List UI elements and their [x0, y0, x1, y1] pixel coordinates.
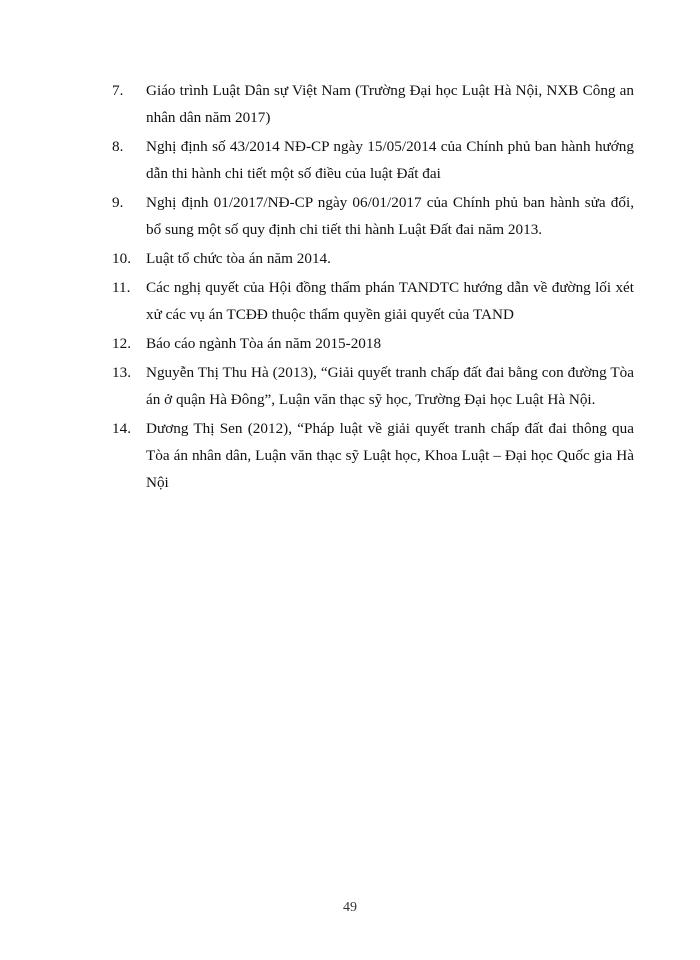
reference-item: [112, 359, 634, 413]
reference-item: [112, 133, 634, 187]
reference-item: [112, 189, 634, 243]
reference-number: 13.: [112, 364, 131, 381]
reference-text: Nghị định 01/2017/NĐ-CP ngày 06/01/2017 của Chính phủ ban hành sửa đổi, bổ sung một số quy định chi tiết thi hành Luật Đất đai năm 2013.: [146, 194, 634, 238]
reference-number: 8.: [112, 138, 124, 155]
reference-text: Luật tổ chức tòa án năm 2014.: [146, 250, 331, 267]
reference-text: Nguyễn Thị Thu Hà (2013), “Giải quyết tranh chấp đất đai bằng con đường Tòa án ở quận Hà Đông”, Luận văn thạc sỹ học, Trường Đại học Luật Hà Nội.: [146, 364, 634, 408]
reference-item: [112, 415, 634, 496]
reference-text: Dương Thị Sen (2012), “Pháp luật về giải quyết tranh chấp đất đai thông qua Tòa án nhân dân, Luận văn thạc sỹ Luật học, Khoa Luật – Đại học Quốc gia Hà Nội: [146, 420, 634, 491]
reference-text: Báo cáo ngành Tòa án năm 2015-2018: [146, 335, 382, 352]
reference-item: [112, 274, 634, 328]
reference-number: 14.: [112, 420, 131, 437]
reference-list: [112, 77, 634, 498]
reference-number: 9.: [112, 194, 124, 211]
reference-item: [112, 330, 634, 357]
reference-text: Các nghị quyết của Hội đồng thẩm phán TANDTC hướng dẫn về đường lối xét xử các vụ án TCĐĐ thuộc thẩm quyền giải quyết của TAND: [146, 279, 634, 323]
page-number: 49: [343, 900, 357, 915]
reference-number: 11.: [112, 279, 131, 296]
reference-number: 7.: [112, 82, 124, 99]
reference-text: Giáo trình Luật Dân sự Việt Nam (Trường Đại học Luật Hà Nội, NXB Công an nhân dân năm 2017): [146, 82, 634, 126]
reference-item: [112, 77, 634, 131]
reference-number: 10.: [112, 250, 131, 267]
reference-text: Nghị định số 43/2014 NĐ-CP ngày 15/05/2014 của Chính phủ ban hành hướng dẫn thi hành chi tiết một số điều của luật Đất đai: [146, 138, 634, 182]
reference-item: [112, 245, 634, 272]
reference-number: 12.: [112, 335, 131, 352]
